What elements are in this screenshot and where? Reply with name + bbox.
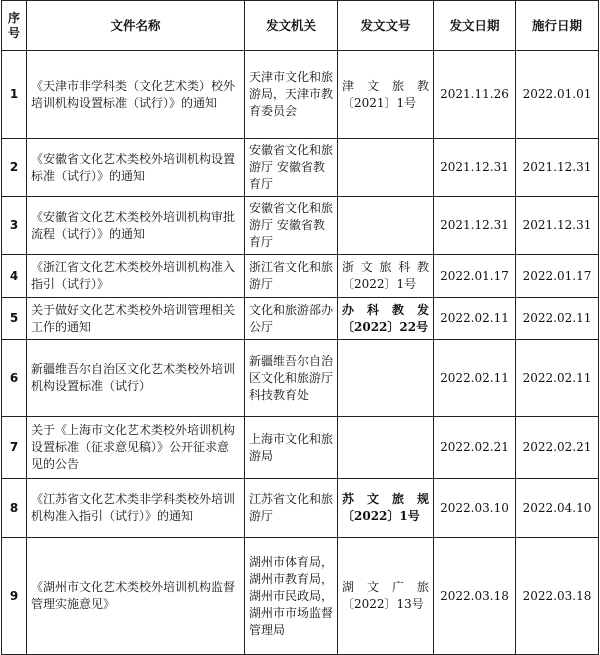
document-number-year: 〔2021〕1号 (342, 95, 417, 110)
document-name: 《天津市非学科类（文化艺术类）校外培训机构设置标准（试行）》的通知 (27, 51, 245, 139)
issue-date: 2022.03.10 (434, 479, 516, 538)
document-name: 新疆维吾尔自治区文化艺术类校外培训机构设置标准（试行） (27, 340, 245, 417)
row-number: 4 (2, 255, 27, 298)
policy-table (1, 0, 599, 655)
issuing-authority: 浙江省文化和旅游厅 (245, 255, 338, 298)
header-row (2, 1, 599, 51)
document-name: 《安徽省文化艺术类校外培训机构审批流程（试行）》的通知 (27, 197, 245, 255)
document-number-year: 〔2022〕13号 (342, 597, 424, 611)
issuing-authority: 江苏省文化和旅游厅 (245, 479, 338, 538)
document-name: 关于做好文化艺术类校外培训管理相关工作的通知 (27, 298, 245, 340)
issue-date: 2022.02.21 (434, 417, 516, 479)
document-number (338, 197, 434, 255)
effective-date: 2022.04.10 (516, 479, 599, 538)
document-number-year: 〔2022〕1号 (342, 277, 417, 291)
table-row (2, 197, 599, 255)
row-number: 6 (2, 340, 27, 417)
document-name: 《江苏省文化艺术类非学科类校外培训机构准入指引（试行）》的通知 (27, 479, 245, 538)
effective-date: 2021.12.31 (516, 139, 599, 197)
issue-date: 2022.01.17 (434, 255, 516, 298)
effective-date: 2021.12.31 (516, 197, 599, 255)
document-number (338, 340, 434, 417)
table-row (2, 255, 599, 298)
document-number-prefix: 浙文旅科教 (342, 260, 429, 274)
issue-date: 2022.03.18 (434, 538, 516, 655)
issuing-authority: 安徽省文化和旅游厅 安徽省教育厅 (245, 197, 338, 255)
effective-date: 2022.02.11 (516, 298, 599, 340)
issuing-authority: 天津市文化和旅游局，天津市教育委员会 (245, 51, 338, 139)
effective-date: 2022.03.18 (516, 538, 599, 655)
document-number (338, 417, 434, 479)
issuing-authority: 文化和旅游部办公厅 (245, 298, 338, 340)
issuing-authority: 湖州市体育局，湖州市教育局，湖州市民政局，湖州市市场监督管理局 (245, 538, 338, 655)
issue-date: 2021.11.26 (434, 51, 516, 139)
issue-date: 2021.12.31 (434, 197, 516, 255)
document-number (338, 51, 434, 139)
document-number-prefix: 津文旅教 (342, 78, 429, 93)
table-row (2, 479, 599, 538)
document-number-year: 〔2022〕22号 (342, 319, 429, 334)
effective-date: 2022.01.01 (516, 51, 599, 139)
effective-date: 2022.02.21 (516, 417, 599, 479)
header-effective-date: 施行日期 (516, 1, 599, 51)
header-issuer: 发文机关 (245, 1, 338, 51)
row-number: 1 (2, 51, 27, 139)
document-name: 关于《上海市文化艺术类校外培训机构设置标准（征求意见稿）》公开征求意见的公告 (27, 417, 245, 479)
row-number: 2 (2, 139, 27, 197)
issuing-authority: 上海市文化和旅游局 (245, 417, 338, 479)
document-name: 《浙江省文化艺术类校外培训机构准入指引（试行）》 (27, 255, 245, 298)
issue-date: 2021.12.31 (434, 139, 516, 197)
row-number: 7 (2, 417, 27, 479)
row-number: 9 (2, 538, 27, 655)
issuing-authority: 新疆维吾尔自治区文化和旅游厅科技教育处 (245, 340, 338, 417)
document-number-prefix: 湖文广旅 (342, 580, 429, 594)
issue-date: 2022.02.11 (434, 298, 516, 340)
document-number (338, 139, 434, 197)
header-name: 文件名称 (27, 1, 245, 51)
document-name: 《安徽省文化艺术类校外培训机构设置标准（试行）》的通知 (27, 139, 245, 197)
issue-date: 2022.02.11 (434, 340, 516, 417)
document-number-prefix: 办科教发 (342, 302, 429, 317)
header-ref: 发文文号 (338, 1, 434, 51)
document-number (338, 538, 434, 655)
document-number-prefix: 苏文旅规 (342, 492, 429, 506)
document-number (338, 255, 434, 298)
table-row (2, 417, 599, 479)
table-row (2, 538, 599, 655)
document-number (338, 479, 434, 538)
effective-date: 2022.02.11 (516, 340, 599, 417)
document-number-year: 〔2022〕1号 (342, 509, 420, 523)
document-number (338, 298, 434, 340)
header-no: 序号 (2, 1, 27, 51)
document-name: 《湖州市文化艺术类校外培训机构监督管理实施意见》 (27, 538, 245, 655)
effective-date: 2022.01.17 (516, 255, 599, 298)
table-row (2, 298, 599, 340)
header-issue-date: 发文日期 (434, 1, 516, 51)
row-number: 3 (2, 197, 27, 255)
table-row (2, 139, 599, 197)
issuing-authority: 安徽省文化和旅游厅 安徽省教育厅 (245, 139, 338, 197)
table-row (2, 340, 599, 417)
row-number: 5 (2, 298, 27, 340)
row-number: 8 (2, 479, 27, 538)
table-row (2, 51, 599, 139)
